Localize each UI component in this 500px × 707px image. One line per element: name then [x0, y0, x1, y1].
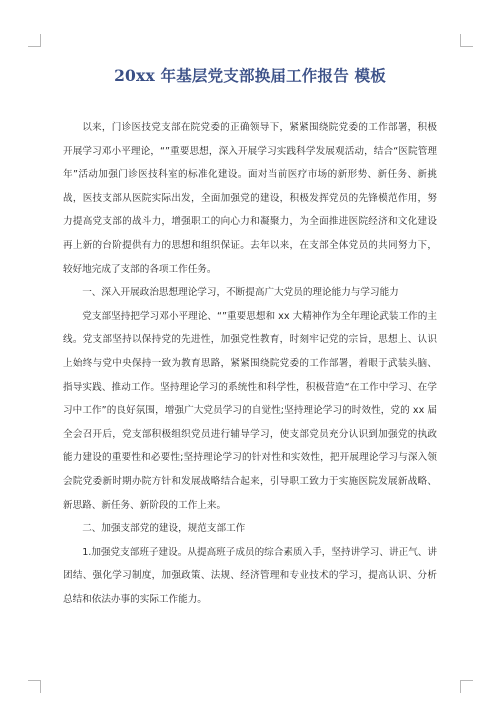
- crop-mark-top-right: [460, 34, 473, 47]
- section-heading-1: 一、深入开展政治思想理论学习，不断提高广大党员的理论能力与学习能力: [82, 287, 399, 299]
- crop-mark-bottom-left: [28, 680, 41, 693]
- paragraph-intro: 以来，门诊医技党支部在院党委的正确领导下，紧紧围绕院党委的工作部署，积极开展学习邓小平理论，“”重要思想，深入开展学习实践科学发展观活动，结合“医院管理年”活动加强门诊医技科室的标准化建设。面对当前医疗市场的新形势、新任务、新挑战，医技支部从医院实际出发，全面加强党的建设，积极发挥党员的先锋模范作用，努力提高党支部的战斗力，增强职工的向心力和凝聚力，为全面推进医院经济和文化建设再上新的台阶提供有力的思想和组织保证。去年以来，在支部全体党员的共同努力下，较好地完成了支部的各项工作任务。: [63, 122, 437, 275]
- document-title: 20xx 年基层党支部换届工作报告 模板: [114, 66, 386, 85]
- crop-mark-bottom-right: [460, 680, 473, 693]
- crop-mark-top-left: [28, 34, 41, 47]
- section-heading-2: 二、加强支部党的建设，规范支部工作: [82, 523, 246, 535]
- paragraph-section-2-item-1: 1.加强党支部班子建设。从提高班子成员的综合素质入手，坚持讲学习、讲正气、讲团结、强化学习制度，加强政策、法规、经济管理和专业技术的学习，提高认识、分析总结和依法办事的实际工作能力。: [63, 546, 437, 605]
- document-body: [63, 116, 437, 611]
- paragraph-section-1: 党支部坚持把学习邓小平理论、“”重要思想和 xx 大精神作为全年理论武装工作的主线。党支部坚持以保持党的先进性，加强党性教育，时刻牢记党的宗旨，思想上、认识上始终与党中央保持一致为教育思路，紧紧围绕院党委的工作部署，着眼于武装头脑、指导实践、推动工作。坚持理论学习的系统性和科学性，积极营造“在工作中学习、在学习中工作”的良好氛围，增强广大党员学习的自觉性;坚持理论学习的时效性，党的 xx 届全会召开后，党支部积极组织党员进行辅导学习，使支部党员充分认识到加强党的执政能力建设的重要性和必要性;坚持理论学习的针对性和实效性，把开展理论学习与深入领会院党委新时期办院方针和发展战略结合起来，引导职工致力于实施医院发展新战略、新思路、新任务、新阶段的工作上来。: [63, 310, 437, 511]
